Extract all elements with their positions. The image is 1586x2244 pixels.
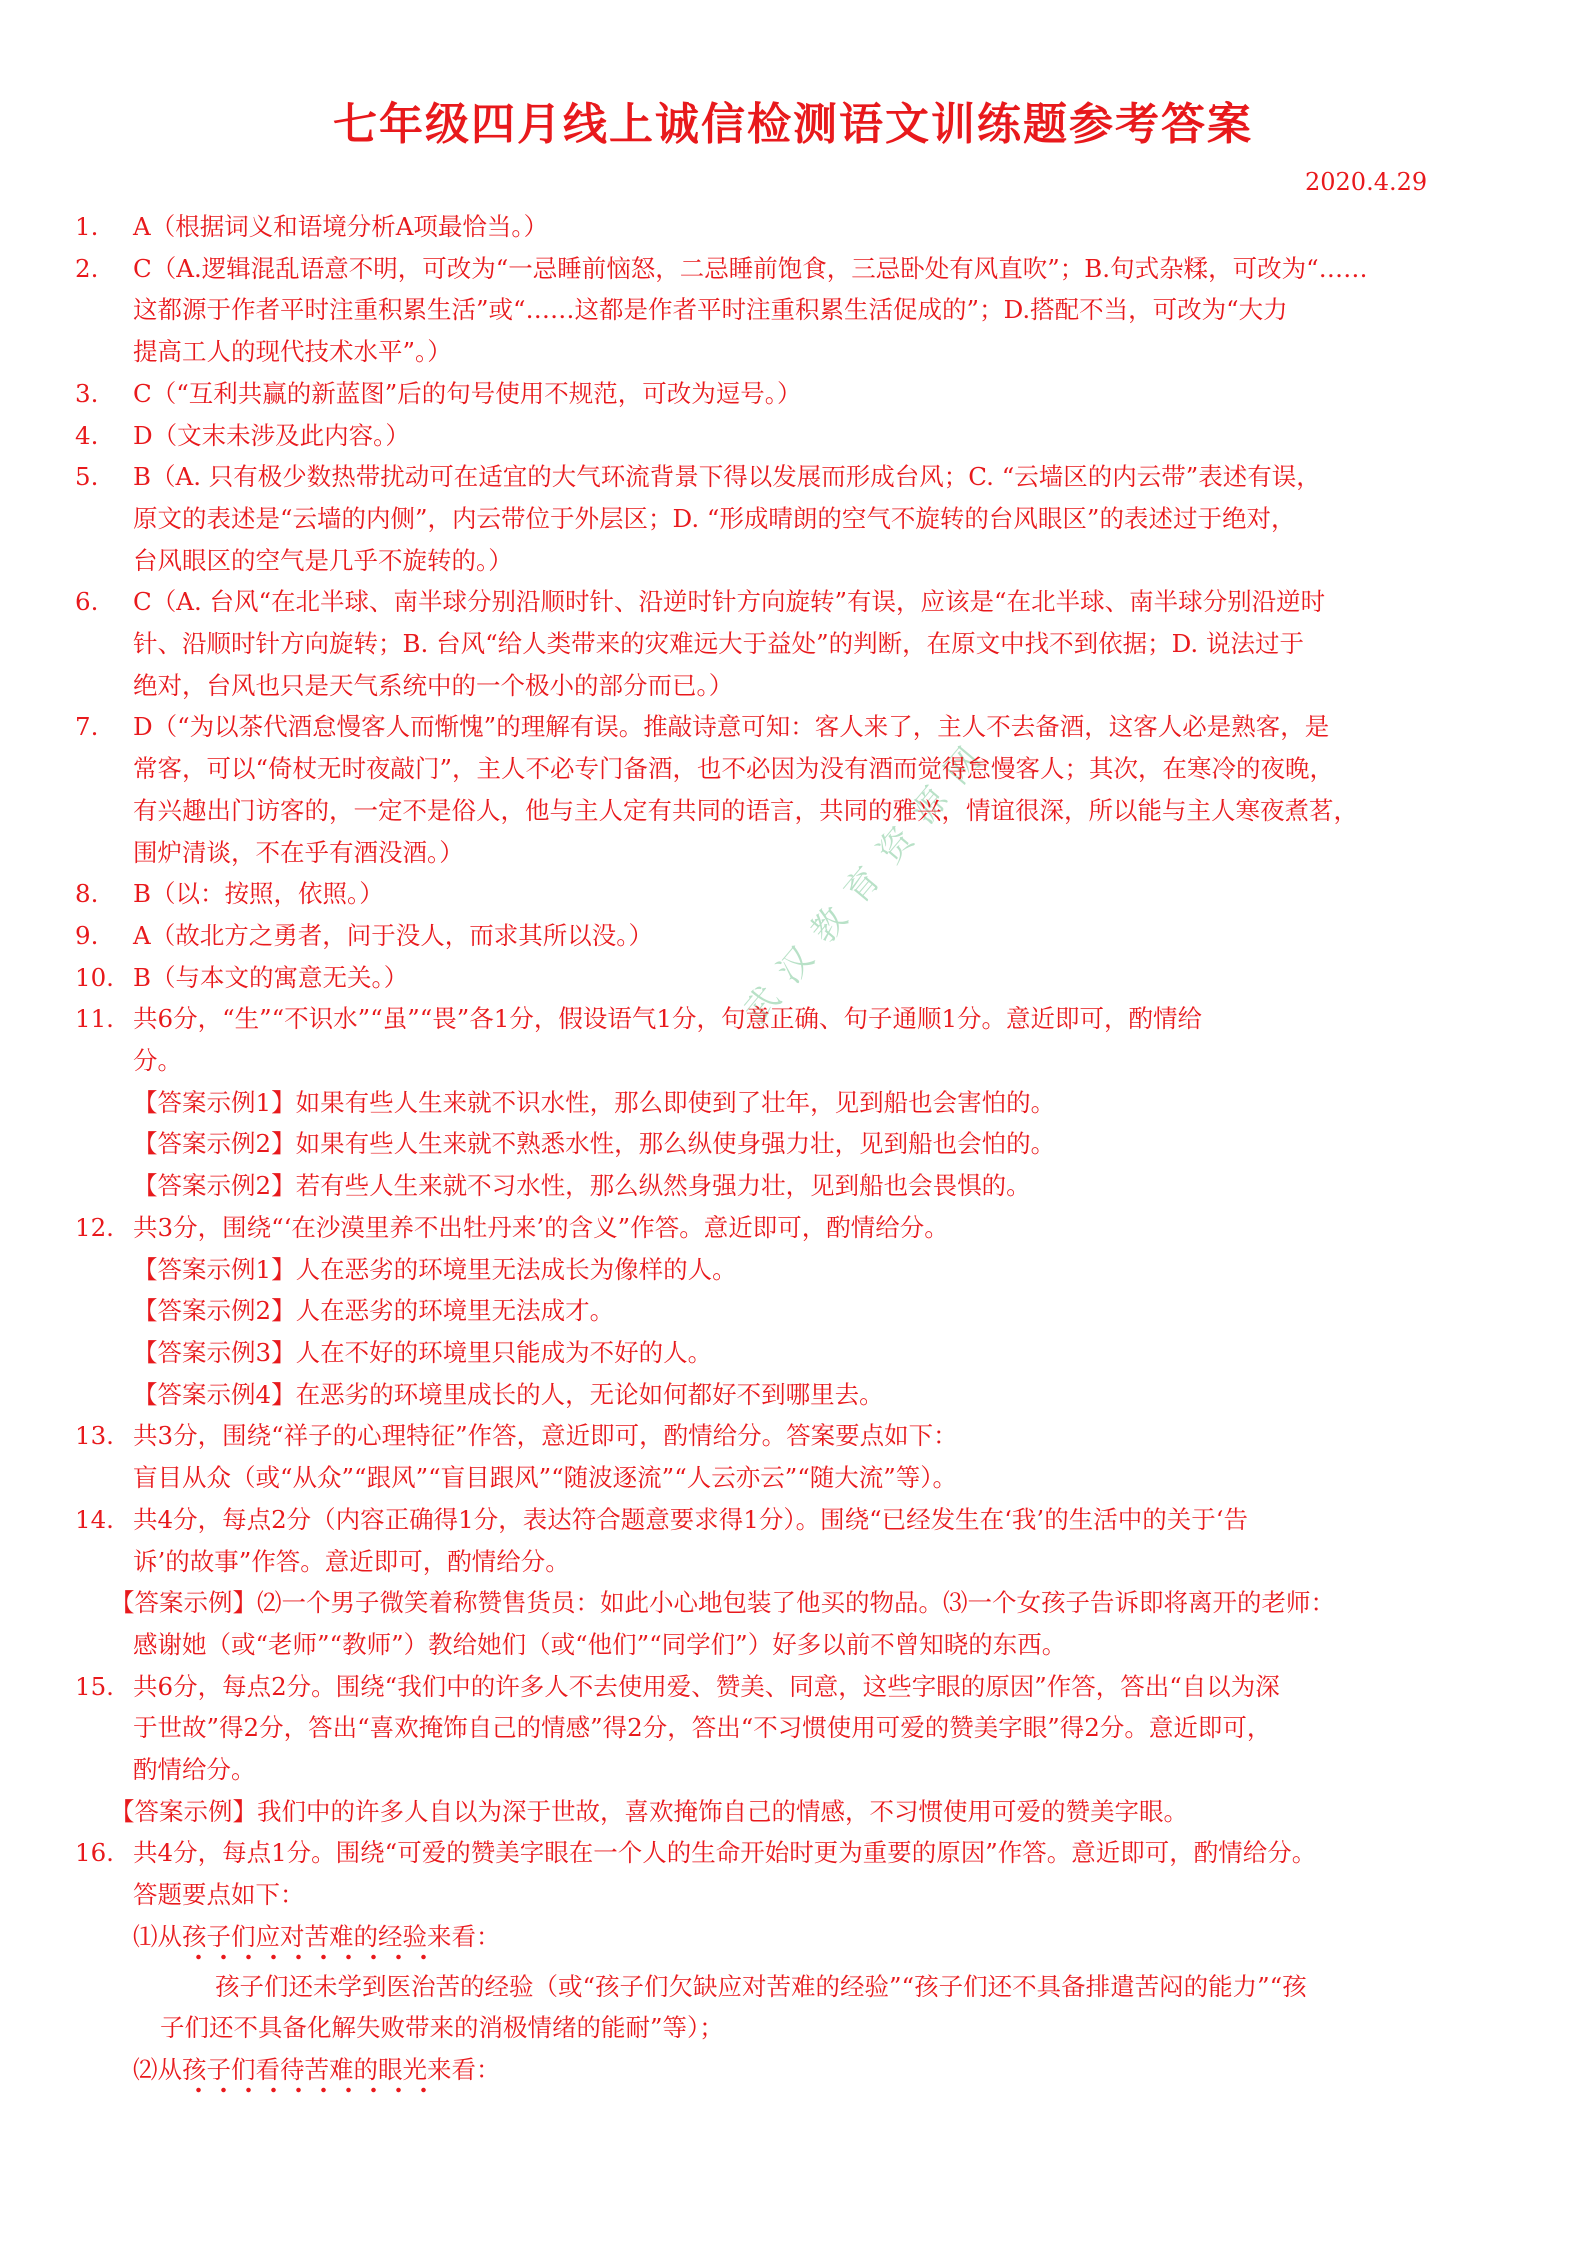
answer-item [75, 373, 1525, 415]
item-line: B（与本文的寓意无关。） [133, 962, 409, 992]
example-text: 人在恶劣的环境里无法成才。 [295, 1296, 615, 1326]
example-tag: 【答案示例2】 [133, 1129, 296, 1159]
item-number: 9. [75, 920, 99, 950]
item-14-example [75, 1582, 1525, 1665]
example-text: 如果有些人生来就不熟悉水性，那么纵使身强力壮，见到船也会怕的。 [295, 1129, 1056, 1159]
point-prefix: ⑵从 [133, 2054, 182, 2084]
point-1-text: 孩子们还未学到医治苦的经验（或“孩子们欠缺应对苦难的经验”“孩子们还不具备排遣苦闷的能力”“孩 [215, 1971, 1307, 2001]
page-title: 七年级四月线上诚信检测语文训练题参考答案 [333, 99, 1253, 150]
point-prefix: ⑴从 [133, 1921, 182, 1951]
example-line [75, 1123, 1525, 1165]
answer-items [75, 206, 1525, 1082]
item-line: A（故北方之勇者，问于没人，而求其所以没。） [133, 920, 653, 950]
point-1-text-cont: 子们还不具备化解失败带来的消极情绪的能耐”等）； [160, 2013, 724, 2043]
example-text: 若有些人生来就不习水性，那么纵然身强力壮，见到船也会畏惧的。 [295, 1171, 1031, 1201]
example-line [75, 1249, 1525, 1291]
item-line: 共3分，围绕“‘在沙漠里养不出牡丹来’的含义”作答。意近即可，酌情给分。 [133, 1212, 949, 1242]
answer-item [75, 915, 1525, 957]
item-line: C（“互利共赢的新蓝图”后的句号使用不规范，可改为逗号。） [133, 378, 802, 408]
item-line: 这都源于作者平时注重积累生活”或“……这都是作者平时注重积累生活促成的”；D.搭配不当，可改为“大力 [133, 295, 1288, 325]
item-line: 盲目从众（或“从众”“跟风”“盲目跟风”“随波逐流”“人云亦云”“随大流”等）。 [133, 1463, 958, 1493]
answer-item [75, 415, 1525, 457]
item-number: 5. [75, 462, 99, 492]
item-number: 11. [75, 1004, 114, 1034]
example-tag: 【答案示例4】 [133, 1379, 296, 1409]
item-line: 共4分，每点2分（内容正确得1分，表达符合题意要求得1分）。围绕“已经发生在‘我’的生活中的关于‘告 [133, 1504, 1248, 1534]
item-number: 7. [75, 712, 99, 742]
answer-list [75, 206, 1525, 2091]
answer-item [75, 206, 1525, 248]
example-line [75, 1165, 1525, 1207]
example-line [75, 1374, 1525, 1416]
example-tag: 【答案示例3】 [133, 1337, 296, 1367]
item-line: D（“为以茶代酒怠慢客人而惭愧”的理解有误。推敲诗意可知：客人来了，主人不去备酒，这客人必是熟客，是 [133, 712, 1330, 742]
answer-item-13 [75, 1415, 1525, 1498]
item-line: 酌情给分。 [133, 1755, 256, 1785]
example-text: 人在恶劣的环境里无法成长为像样的人。 [295, 1254, 737, 1284]
example-line [75, 1290, 1525, 1332]
item-line: 围炉清谈，不在乎有酒没酒。） [133, 837, 464, 867]
item-15-example [75, 1791, 1525, 1833]
example-text: 人在不好的环境里只能成为不好的人。 [295, 1337, 713, 1367]
item-line: C（A. 台风“在北半球、南半球分别沿顺时针、沿逆时针方向旋转”有误，应该是“在北半球、南半球分别沿逆时 [133, 587, 1326, 617]
item-line: 共6分，“生”“不识水”“虽”“畏”各1分，假设语气1分，句意正确、句子通顺1分。意近即可，酌情给 [133, 1004, 1203, 1034]
point-1-heading [75, 1916, 1525, 1958]
item-number: 2. [75, 253, 99, 283]
item-line: 台风眼区的空气是几乎不旋转的。） [133, 545, 513, 575]
example-tag: 【答案示例1】 [133, 1087, 296, 1117]
example-text: 如果有些人生来就不识水性，那么即使到了壮年，见到船也会害怕的。 [295, 1087, 1056, 1117]
example-tag: 【答案示例1】 [133, 1254, 296, 1284]
item-line: A（根据词义和语境分析A项最恰当。） [133, 212, 549, 241]
item-line: C（A.逻辑混乱语意不明，可改为“一忌睡前恼怒，二忌睡前饱食，三忌卧处有风直吹”；B.句式杂糅，可改为“…… [133, 253, 1368, 283]
item-line: 提高工人的现代技术水平”。） [133, 337, 452, 367]
item-line: D（文末未涉及此内容。） [133, 420, 410, 450]
point-suffix: 来看： [427, 2054, 501, 2084]
answer-item [75, 873, 1525, 915]
answer-item [75, 248, 1525, 373]
item-number: 12. [75, 1212, 114, 1242]
document-date: 2020.4.29 [1305, 168, 1428, 196]
answer-item-14 [75, 1499, 1525, 1582]
watermark: 武汉教育资源网 [736, 726, 1001, 1031]
item-number: 8. [75, 879, 99, 909]
item-line: B（A. 只有极少数热带扰动可在适宜的大气环流背景下得以发展而形成台风；C. “云墙区的内云带”表述有误， [133, 462, 1321, 492]
item-number: 14. [75, 1504, 114, 1534]
item-number: 13. [75, 1421, 114, 1451]
item-line: 常客，可以“倚杖无时夜敲门”，主人不必专门备酒，也不必因为没有酒而觉得怠慢客人；其次，在寒冷的夜晚， [133, 754, 1335, 784]
item-line: 诉’的故事”作答。意近即可，酌情给分。 [133, 1546, 570, 1576]
point-suffix: 来看： [427, 1921, 501, 1951]
item-line: 共3分，围绕“祥子的心理特征”作答，意近即可，酌情给分。答案要点如下： [133, 1421, 958, 1451]
item-12-examples [75, 1249, 1525, 1416]
item-line: 于世故”得2分，答出“喜欢掩饰自己的情感”得2分，答出“不习惯使用可爱的赞美字眼”得2分。意近即可， [133, 1713, 1272, 1743]
example-line [75, 1082, 1525, 1124]
item-line: 有兴趣出门访客的，一定不是俗人，他与主人定有共同的语言，共同的雅兴，情谊很深，所以能与主人寒夜煮茗， [133, 795, 1358, 825]
item-number: 15. [75, 1671, 114, 1701]
example-line [75, 1582, 1525, 1624]
item-line: B（以：按照，依照。） [133, 879, 384, 909]
item-number: 10. [75, 962, 114, 992]
item-number: 4. [75, 420, 99, 450]
item-line: 原文的表述是“云墙的内侧”，内云带位于外层区；D. “形成晴朗的空气不旋转的台风眼区”的表述过于绝对， [133, 503, 1296, 533]
point-emphasis: 孩子们应对苦难的经验 [182, 1922, 427, 1961]
example-line: 感谢她（或“老师”“教师”）教给她们（或“他们”“同学们”）好多以前不曾知晓的东西。 [133, 1629, 1067, 1659]
item-line: 共6分，每点2分。围绕“我们中的许多人不去使用爱、赞美、同意，这些字眼的原因”作答，答出“自以为深 [133, 1671, 1280, 1701]
item-line: 答题要点如下： [133, 1880, 305, 1910]
item-line: 共4分，每点1分。围绕“可爱的赞美字眼在一个人的生命开始时更为重要的原因”作答。意近即可，酌情给分。 [133, 1838, 1317, 1868]
point-emphasis: 孩子们看待苦难的眼光 [182, 2055, 427, 2094]
answer-item [75, 581, 1525, 706]
answer-item [75, 456, 1525, 581]
item-11-examples [75, 1082, 1525, 1207]
example-tag: 【答案示例】 [110, 1588, 257, 1618]
item-number: 6. [75, 587, 99, 617]
answer-item [75, 957, 1525, 999]
example-line [75, 1332, 1525, 1374]
answer-item [75, 706, 1525, 873]
example-text: 我们中的许多人自以为深于世故，喜欢掩饰自己的情感，不习惯使用可爱的赞美字眼。 [257, 1796, 1188, 1826]
item-line: 针、沿顺时针方向旋转；B. 台风“给人类带来的灾难远大于益处”的判断，在原文中找不到依据；D. 说法过于 [133, 629, 1304, 659]
item-line: 绝对，台风也只是天气系统中的一个极小的部分而已。） [133, 670, 734, 700]
example-tag: 【答案示例2】 [133, 1296, 296, 1326]
example-text: ⑵一个男子微笑着称赞售货员：如此小心地包装了他买的物品。⑶一个女孩子告诉即将离开的老师： [257, 1588, 1335, 1618]
example-text: 在恶劣的环境里成长的人，无论如何都好不到哪里去。 [295, 1379, 884, 1409]
example-tag: 【答案示例】 [110, 1796, 257, 1826]
answer-item-12 [75, 1207, 1525, 1249]
answer-item [75, 998, 1525, 1081]
item-number: 3. [75, 378, 99, 408]
answer-item-16 [75, 1832, 1525, 1915]
answer-item-15 [75, 1666, 1525, 1791]
example-tag: 【答案示例2】 [133, 1171, 296, 1201]
item-line: 分。 [133, 1046, 182, 1076]
point-2-heading [75, 2049, 1525, 2091]
item-number: 1. [75, 212, 99, 241]
item-number: 16. [75, 1838, 114, 1868]
